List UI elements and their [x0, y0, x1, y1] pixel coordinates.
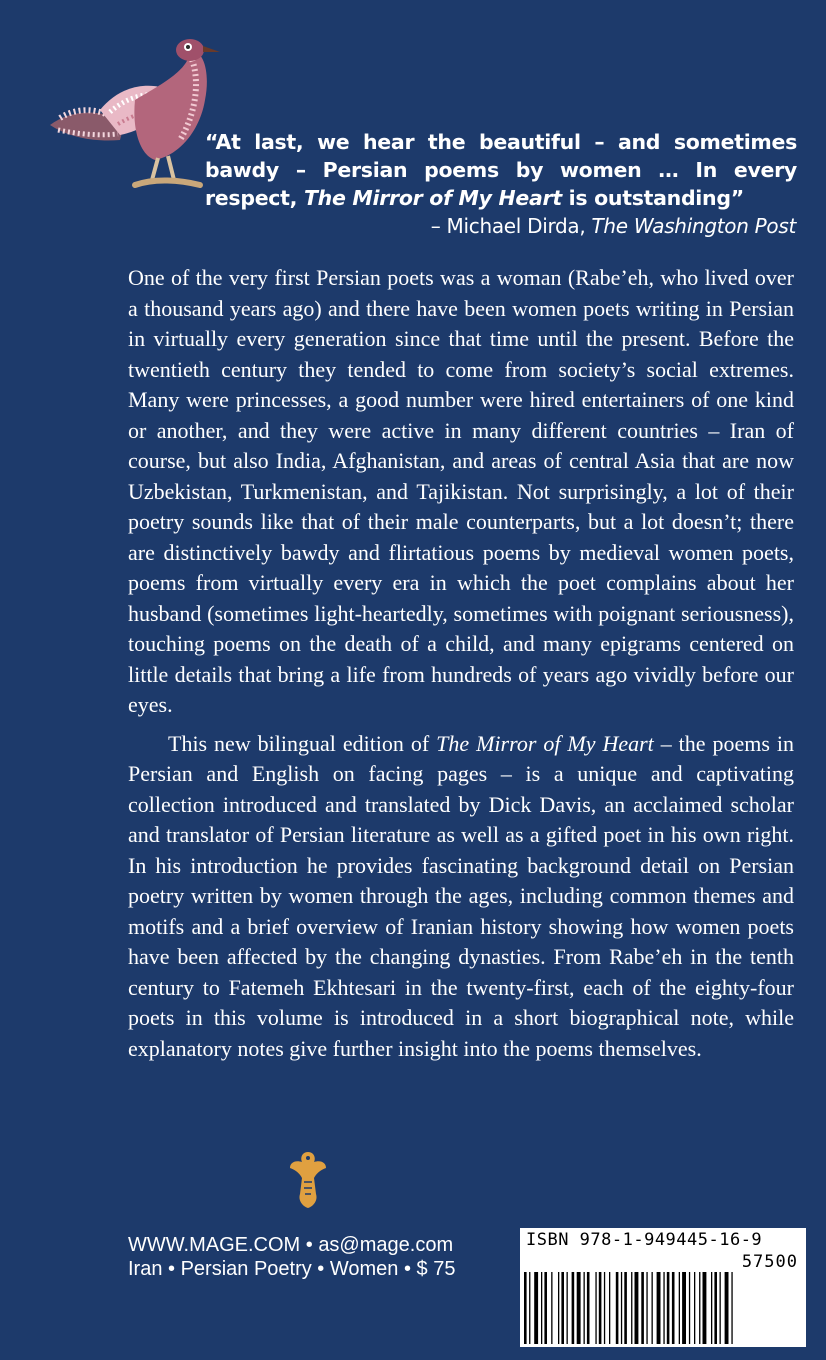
- barcode-bars: [524, 1272, 802, 1344]
- quote-text-part2: is outstanding”: [561, 186, 744, 210]
- paragraph2-book-title: The Mirror of My Heart: [436, 730, 654, 756]
- paragraph2-start: This new bilingual edition of: [168, 730, 437, 756]
- bird-illustration-icon: [40, 30, 230, 205]
- isbn-barcode: [520, 1228, 806, 1347]
- isbn-number: ISBN 978-1-949445-16-9: [526, 1230, 763, 1250]
- publisher-contact: WWW.MAGE.COM • as@mage.com: [128, 1234, 454, 1256]
- paragraph2-rest: – the poems in Persian and English on facing pages – is a unique and captivating collection introduced and translated by Dick Davis, an acclaimed scholar and translator of Persian literature as well as a gifted poet in his own right. In his introduction he provides fascinating background detail on Persian poetry written by women through the ages, including common themes and motifs and a brief overview of Iranian history showing how women poets have been affected by the changing dynasties. From Rabe’eh in the tenth century to Fatemeh Ekhtesari in the twenty-first, each of the eighty-four poets in this volume is introduced in a short biographical note, while explanatory notes give further insight into the poems themselves.: [128, 730, 794, 1061]
- description-paragraph-1: One of the very first Persian poets was a woman (Rabe’eh, who lived over a thousand years ago) and there have been women poets writing in Persian in virtually every generation since that time until the present. Before the twentieth century they tended to come from society’s social extremes. Many were princesses, a good number were hired entertainers of one kind or another, and they were active in many different countries – Iran of course, but also India, Afghanistan, and areas of central Asia that are now Uzbekistan, Turkmenistan, and Tajikistan. Not surprisingly, a lot of their poetry sounds like that of their male counterparts, but a lot doesn’t; there are distinctively bawdy and flirtatious poems by medieval women poets, poems from virtually every era in which the poet complains about her husband (sometimes light-heartedly, sometimes with poignant seriousness), touching poems on the death of a child, and many epigrams centered on little details that bring a life from hundreds of years ago vividly before our eyes.: [128, 265, 794, 717]
- review-quote: [205, 128, 797, 212]
- publisher-footer: [128, 1233, 455, 1281]
- publisher-emblem-icon: [288, 1148, 328, 1210]
- quote-attribution: [431, 212, 796, 240]
- book-description: [128, 263, 794, 1064]
- attribution-author: – Michael Dirda,: [430, 214, 592, 238]
- quote-text-part1: “At last, we hear the beautiful – and sometimes bawdy – Persian poems by women … In every respect,: [205, 130, 797, 210]
- price-code: 57500: [741, 1252, 798, 1272]
- description-paragraph-2: [128, 729, 794, 1065]
- attribution-source: The Washington Post: [591, 214, 796, 238]
- book-categories-price: Iran • Persian Poetry • Women • $ 75: [128, 1258, 456, 1280]
- quote-book-title: The Mirror of My Heart: [303, 186, 562, 210]
